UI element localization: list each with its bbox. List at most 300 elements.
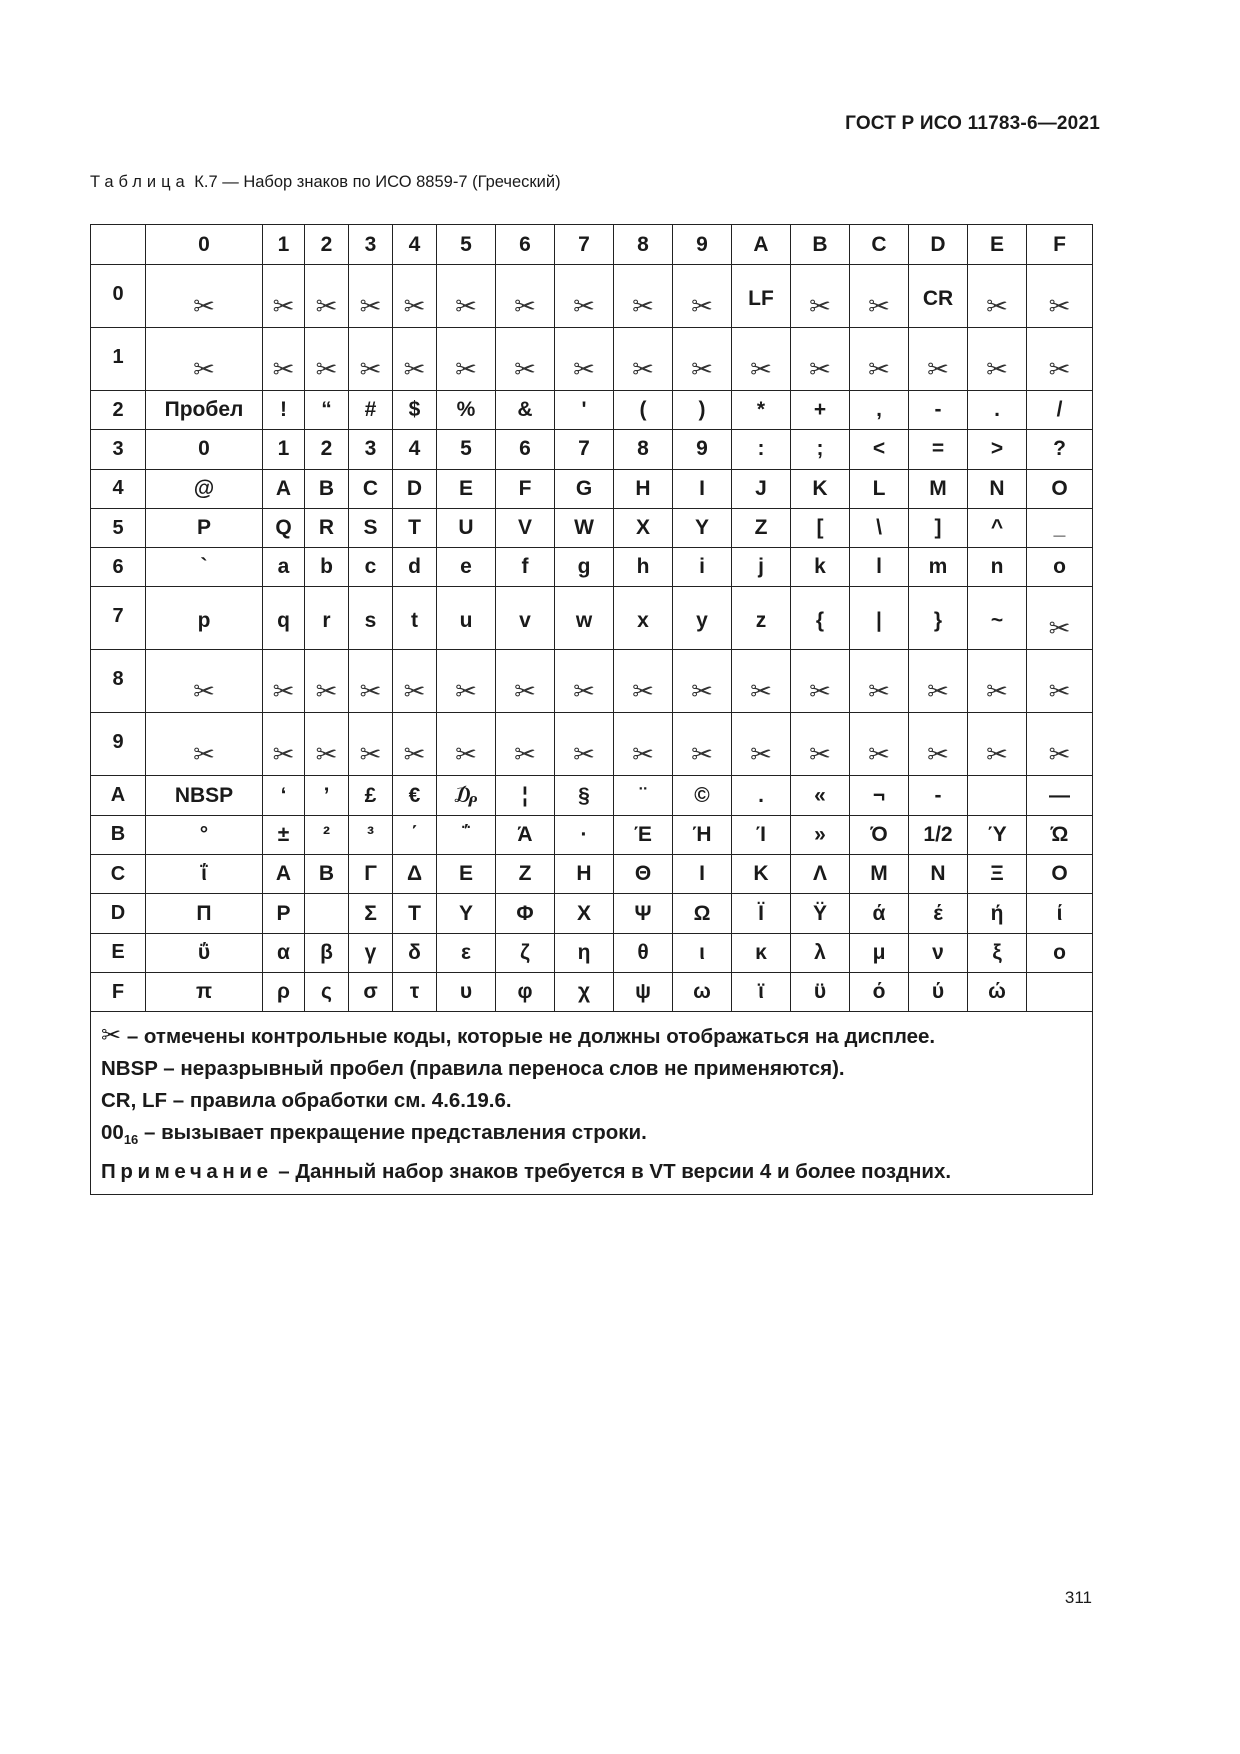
table-cell: Z	[732, 508, 791, 547]
table-cell: h	[614, 548, 673, 587]
table-cell: ’	[305, 776, 349, 815]
table-cell: τ	[393, 972, 437, 1011]
control-code-scissors-icon: ✂	[349, 713, 393, 776]
row-header: B	[91, 815, 146, 854]
control-code-scissors-icon: ✂	[1027, 650, 1093, 713]
table-cell: °	[146, 815, 263, 854]
row-header: 3	[91, 430, 146, 469]
control-code-scissors-icon: ✂	[968, 713, 1027, 776]
table-cell: C	[349, 469, 393, 508]
control-code-scissors-icon: ✂	[614, 328, 673, 391]
table-cell: β	[305, 933, 349, 972]
table-cell: Η	[555, 855, 614, 894]
table-cell: ϊ	[732, 972, 791, 1011]
table-cell: f	[496, 548, 555, 587]
control-code-scissors-icon: ✂	[850, 328, 909, 391]
table-cell: Χ	[555, 894, 614, 933]
note-nbsp: NBSP – неразрывный пробел (правила переноса слов не применяются).	[101, 1057, 845, 1081]
column-header: B	[791, 225, 850, 265]
table-cell: `	[146, 548, 263, 587]
table-cell: π	[146, 972, 263, 1011]
row-header: 7	[91, 587, 146, 650]
document-id: ГОСТ Р ИСО 11783-6—2021	[845, 113, 1100, 134]
table-cell: LF	[732, 265, 791, 328]
column-header: F	[1027, 225, 1093, 265]
column-header: 6	[496, 225, 555, 265]
table-cell: Ό	[850, 815, 909, 854]
control-code-scissors-icon: ✂	[732, 650, 791, 713]
table-row	[91, 972, 1093, 1011]
table-cell: ΰ	[146, 933, 263, 972]
control-code-scissors-icon: ✂	[909, 328, 968, 391]
table-cell: !	[263, 391, 305, 430]
table-cell: 2	[305, 430, 349, 469]
table-row	[91, 894, 1093, 933]
control-code-scissors-icon: ✂	[968, 265, 1027, 328]
table-cell: Θ	[614, 855, 673, 894]
table-cell: c	[349, 548, 393, 587]
table-cell: Τ	[393, 894, 437, 933]
table-cell: ―	[1027, 776, 1093, 815]
table-body	[91, 265, 1093, 1012]
table-cell: Ι	[673, 855, 732, 894]
control-code-scissors-icon: ✂	[850, 265, 909, 328]
control-code-scissors-icon: ✂	[305, 650, 349, 713]
note-crlf: CR, LF – правила обработки см. 4.6.19.6.	[101, 1089, 512, 1113]
page-number: 311	[1064, 1588, 1092, 1607]
table-cell: Γ	[349, 855, 393, 894]
table-cell: k	[791, 548, 850, 587]
row-header: 4	[91, 469, 146, 508]
control-code-scissors-icon: ✂	[437, 713, 496, 776]
table-cell: λ	[791, 933, 850, 972]
column-header: 3	[349, 225, 393, 265]
table-cell: ±	[263, 815, 305, 854]
table-cell: :	[732, 430, 791, 469]
table-cell: _	[1027, 508, 1093, 547]
table-cell: ©	[673, 776, 732, 815]
table-cell: /	[1027, 391, 1093, 430]
scissors-icon: ✂	[101, 1022, 122, 1050]
table-cell: CR	[909, 265, 968, 328]
table-cell: ω	[673, 972, 732, 1011]
table-cell: J	[732, 469, 791, 508]
table-cell: ώ	[968, 972, 1027, 1011]
table-cell: Δ	[393, 855, 437, 894]
table-cell: 0	[146, 430, 263, 469]
table-cell: Q	[263, 508, 305, 547]
table-cell: Ν	[909, 855, 968, 894]
table-cell: <	[850, 430, 909, 469]
table-cell: ¦	[496, 776, 555, 815]
control-code-scissors-icon: ✂	[1027, 713, 1093, 776]
control-code-scissors-icon: ✂	[393, 650, 437, 713]
table-cell: £	[349, 776, 393, 815]
control-code-scissors-icon: ✂	[673, 650, 732, 713]
note-control-codes-text: – отмечены контрольные коды, которые не должны отображаться на дисплее.	[126, 1025, 936, 1049]
control-code-scissors-icon: ✂	[146, 265, 263, 328]
table-cell: %	[437, 391, 496, 430]
table-cell: α	[263, 933, 305, 972]
table-row	[91, 391, 1093, 430]
control-code-scissors-icon: ✂	[263, 328, 305, 391]
table-cell: υ	[437, 972, 496, 1011]
control-code-scissors-icon: ✂	[673, 328, 732, 391]
table-cell: v	[496, 587, 555, 650]
table-cell: 9	[673, 430, 732, 469]
control-code-scissors-icon: ✂	[791, 713, 850, 776]
row-header: 8	[91, 650, 146, 713]
row-header: 6	[91, 548, 146, 587]
control-code-scissors-icon: ✂	[673, 713, 732, 776]
table-row	[91, 855, 1093, 894]
control-code-scissors-icon: ✂	[1027, 587, 1093, 650]
note-remark-label: Примечание	[101, 1160, 273, 1184]
control-code-scissors-icon: ✂	[263, 650, 305, 713]
table-cell: t	[393, 587, 437, 650]
table-cell: x	[614, 587, 673, 650]
table-cell: a	[263, 548, 305, 587]
table-cell: @	[146, 469, 263, 508]
table-cell: A	[263, 469, 305, 508]
table-cell: W	[555, 508, 614, 547]
control-code-scissors-icon: ✂	[791, 265, 850, 328]
table-cell: #	[349, 391, 393, 430]
table-cell: |	[850, 587, 909, 650]
column-header: 7	[555, 225, 614, 265]
row-header: 5	[91, 508, 146, 547]
table-cell: γ	[349, 933, 393, 972]
table-cell: &	[496, 391, 555, 430]
table-cell: ·	[555, 815, 614, 854]
control-code-scissors-icon: ✂	[673, 265, 732, 328]
corner-cell	[91, 225, 146, 265]
table-cell: M	[909, 469, 968, 508]
control-code-scissors-icon: ✂	[393, 328, 437, 391]
table-cell: \	[850, 508, 909, 547]
table-cell: j	[732, 548, 791, 587]
table-cell: 6	[496, 430, 555, 469]
control-code-scissors-icon: ✂	[496, 650, 555, 713]
column-header: 5	[437, 225, 496, 265]
column-header: 2	[305, 225, 349, 265]
note-null	[101, 1117, 1082, 1156]
table-cell: B	[305, 469, 349, 508]
control-code-scissors-icon: ✂	[555, 713, 614, 776]
column-header: E	[968, 225, 1027, 265]
control-code-scissors-icon: ✂	[305, 328, 349, 391]
table-cell: NBSP	[146, 776, 263, 815]
control-code-scissors-icon: ✂	[555, 265, 614, 328]
caption-text: К.7 — Набор знаков по ИСО 8859-7 (Греческий)	[189, 173, 561, 191]
column-header: C	[850, 225, 909, 265]
notes-cell	[91, 1012, 1093, 1195]
table-cell: κ	[732, 933, 791, 972]
column-header: 4	[393, 225, 437, 265]
table-cell: ;	[791, 430, 850, 469]
table-cell: ξ	[968, 933, 1027, 972]
note-remark	[101, 1156, 1082, 1188]
note-null-subscript: 16	[123, 1132, 139, 1148]
table-cell: U	[437, 508, 496, 547]
table-cell: ₯	[437, 776, 496, 815]
table-cell: Ή	[673, 815, 732, 854]
table-cell: D	[393, 469, 437, 508]
table-cell: P	[146, 508, 263, 547]
control-code-scissors-icon: ✂	[305, 265, 349, 328]
row-header: 1	[91, 328, 146, 391]
control-code-scissors-icon: ✂	[437, 650, 496, 713]
control-code-scissors-icon: ✂	[263, 713, 305, 776]
column-header: 1	[263, 225, 305, 265]
control-code-scissors-icon: ✂	[732, 328, 791, 391]
table-cell: ψ	[614, 972, 673, 1011]
note-null-text: – вызывает прекращение представления строки.	[138, 1121, 647, 1145]
control-code-scissors-icon: ✂	[850, 713, 909, 776]
table-cell: σ	[349, 972, 393, 1011]
table-cell: n	[968, 548, 1027, 587]
table-cell: ς	[305, 972, 349, 1011]
column-header: 0	[146, 225, 263, 265]
table-cell: Ρ	[263, 894, 305, 933]
control-code-scissors-icon: ✂	[1027, 265, 1093, 328]
control-code-scissors-icon: ✂	[850, 650, 909, 713]
control-code-scissors-icon: ✂	[555, 328, 614, 391]
table-cell: Ϋ	[791, 894, 850, 933]
control-code-scissors-icon: ✂	[496, 713, 555, 776]
table-cell: φ	[496, 972, 555, 1011]
table-cell: S	[349, 508, 393, 547]
control-code-scissors-icon: ✂	[437, 328, 496, 391]
table-cell: 1/2	[909, 815, 968, 854]
table-row	[91, 508, 1093, 547]
table-cell: ΄	[393, 815, 437, 854]
table-cell: [	[791, 508, 850, 547]
table-cell: Ξ	[968, 855, 1027, 894]
table-cell: K	[791, 469, 850, 508]
table-cell: F	[496, 469, 555, 508]
control-code-scissors-icon: ✂	[614, 650, 673, 713]
table-cell: ²	[305, 815, 349, 854]
table-cell: -	[909, 391, 968, 430]
table-cell: ό	[850, 972, 909, 1011]
table-cell: 5	[437, 430, 496, 469]
control-code-scissors-icon: ✂	[968, 328, 1027, 391]
control-code-scissors-icon: ✂	[496, 328, 555, 391]
control-code-scissors-icon: ✂	[349, 328, 393, 391]
control-code-scissors-icon: ✂	[393, 713, 437, 776]
table-cell: *	[732, 391, 791, 430]
table-row	[91, 328, 1093, 391]
table-cell: G	[555, 469, 614, 508]
table-cell: 7	[555, 430, 614, 469]
table-cell: m	[909, 548, 968, 587]
table-cell: 1	[263, 430, 305, 469]
table-cell: Ύ	[968, 815, 1027, 854]
table-cell: Β	[305, 855, 349, 894]
table-cell: X	[614, 508, 673, 547]
table-cell: s	[349, 587, 393, 650]
table-cell: “	[305, 391, 349, 430]
table-cell: L	[850, 469, 909, 508]
table-cell: Έ	[614, 815, 673, 854]
table-cell: I	[673, 469, 732, 508]
table-row	[91, 469, 1093, 508]
table-cell: (	[614, 391, 673, 430]
table-cell: Пробел	[146, 391, 263, 430]
table-cell: ε	[437, 933, 496, 972]
column-header: A	[732, 225, 791, 265]
table-cell: .	[732, 776, 791, 815]
table-row	[91, 548, 1093, 587]
row-header: 0	[91, 265, 146, 328]
table-cell: ‘	[263, 776, 305, 815]
control-code-scissors-icon: ✂	[349, 265, 393, 328]
table-cell: ?	[1027, 430, 1093, 469]
row-header: E	[91, 933, 146, 972]
control-code-scissors-icon: ✂	[614, 265, 673, 328]
column-header: D	[909, 225, 968, 265]
table-cell: Ί	[732, 815, 791, 854]
table-cell: '	[555, 391, 614, 430]
table-cell: Y	[673, 508, 732, 547]
table-cell: Φ	[496, 894, 555, 933]
table-cell: ,	[850, 391, 909, 430]
table-cell: Ψ	[614, 894, 673, 933]
row-header: F	[91, 972, 146, 1011]
table-cell	[305, 894, 349, 933]
control-code-scissors-icon: ✂	[909, 713, 968, 776]
column-header: 9	[673, 225, 732, 265]
table-cell: ί	[1027, 894, 1093, 933]
table-cell: y	[673, 587, 732, 650]
table-cell: -	[909, 776, 968, 815]
table-cell: ή	[968, 894, 1027, 933]
table-cell: E	[437, 469, 496, 508]
table-cell: Ώ	[1027, 815, 1093, 854]
table-header	[91, 225, 1093, 265]
control-code-scissors-icon: ✂	[968, 650, 1027, 713]
column-header: 8	[614, 225, 673, 265]
table-cell: e	[437, 548, 496, 587]
table-cell: ο	[1027, 933, 1093, 972]
table-cell: ]	[909, 508, 968, 547]
table-cell: R	[305, 508, 349, 547]
table-cell: Ω	[673, 894, 732, 933]
table-cell: Ϊ	[732, 894, 791, 933]
table-cell: H	[614, 469, 673, 508]
table-cell: 8	[614, 430, 673, 469]
table-cell: $	[393, 391, 437, 430]
table-cell: ~	[968, 587, 1027, 650]
table-cell: §	[555, 776, 614, 815]
note-control-codes	[101, 1020, 1082, 1053]
control-code-scissors-icon: ✂	[732, 713, 791, 776]
table-row	[91, 933, 1093, 972]
table-cell: ³	[349, 815, 393, 854]
table-cell: θ	[614, 933, 673, 972]
table-notes	[91, 1012, 1093, 1195]
table-cell: >	[968, 430, 1027, 469]
table-cell: ύ	[909, 972, 968, 1011]
table-cell: χ	[555, 972, 614, 1011]
table-cell: Σ	[349, 894, 393, 933]
table-cell: q	[263, 587, 305, 650]
table-caption	[90, 173, 561, 192]
row-header: 9	[91, 713, 146, 776]
row-header: 2	[91, 391, 146, 430]
table-cell: u	[437, 587, 496, 650]
table-row	[91, 430, 1093, 469]
table-cell: Ε	[437, 855, 496, 894]
table-cell: Μ	[850, 855, 909, 894]
control-code-scissors-icon: ✂	[146, 650, 263, 713]
table-cell: έ	[909, 894, 968, 933]
control-code-scissors-icon: ✂	[263, 265, 305, 328]
table-cell: ΐ	[146, 855, 263, 894]
table-cell: p	[146, 587, 263, 650]
table-cell: w	[555, 587, 614, 650]
table-cell: ρ	[263, 972, 305, 1011]
table-cell: N	[968, 469, 1027, 508]
table-cell: Ά	[496, 815, 555, 854]
table-cell: ϋ	[791, 972, 850, 1011]
column-header-row	[91, 225, 1093, 265]
row-header: D	[91, 894, 146, 933]
caption-label: Таблица	[90, 173, 190, 191]
control-code-scissors-icon: ✂	[437, 265, 496, 328]
table-row	[91, 650, 1093, 713]
table-cell: €	[393, 776, 437, 815]
table-cell: δ	[393, 933, 437, 972]
table-cell: 3	[349, 430, 393, 469]
control-code-scissors-icon: ✂	[349, 650, 393, 713]
table-cell: η	[555, 933, 614, 972]
table-cell: »	[791, 815, 850, 854]
table-cell: )	[673, 391, 732, 430]
table-cell	[968, 776, 1027, 815]
control-code-scissors-icon: ✂	[555, 650, 614, 713]
table-row	[91, 265, 1093, 328]
table-cell: Κ	[732, 855, 791, 894]
table-cell: Λ	[791, 855, 850, 894]
table-cell: g	[555, 548, 614, 587]
control-code-scissors-icon: ✂	[614, 713, 673, 776]
control-code-scissors-icon: ✂	[393, 265, 437, 328]
row-header: A	[91, 776, 146, 815]
table-cell: ^	[968, 508, 1027, 547]
table-cell: ά	[850, 894, 909, 933]
table-cell: }	[909, 587, 968, 650]
table-cell: T	[393, 508, 437, 547]
table-cell: ΅	[437, 815, 496, 854]
table-cell: .	[968, 391, 1027, 430]
note-remark-text: – Данный набор знаков требуется в VT версии 4 и более поздних.	[272, 1160, 952, 1184]
table-cell: ζ	[496, 933, 555, 972]
table-cell: 4	[393, 430, 437, 469]
table-row	[91, 815, 1093, 854]
table-row	[91, 776, 1093, 815]
table-cell: r	[305, 587, 349, 650]
table-row	[91, 713, 1093, 776]
table-cell: Π	[146, 894, 263, 933]
table-cell: b	[305, 548, 349, 587]
table-cell: ¬	[850, 776, 909, 815]
table-cell: =	[909, 430, 968, 469]
table-cell: Ζ	[496, 855, 555, 894]
character-set-table	[90, 224, 1093, 1195]
table-cell: z	[732, 587, 791, 650]
